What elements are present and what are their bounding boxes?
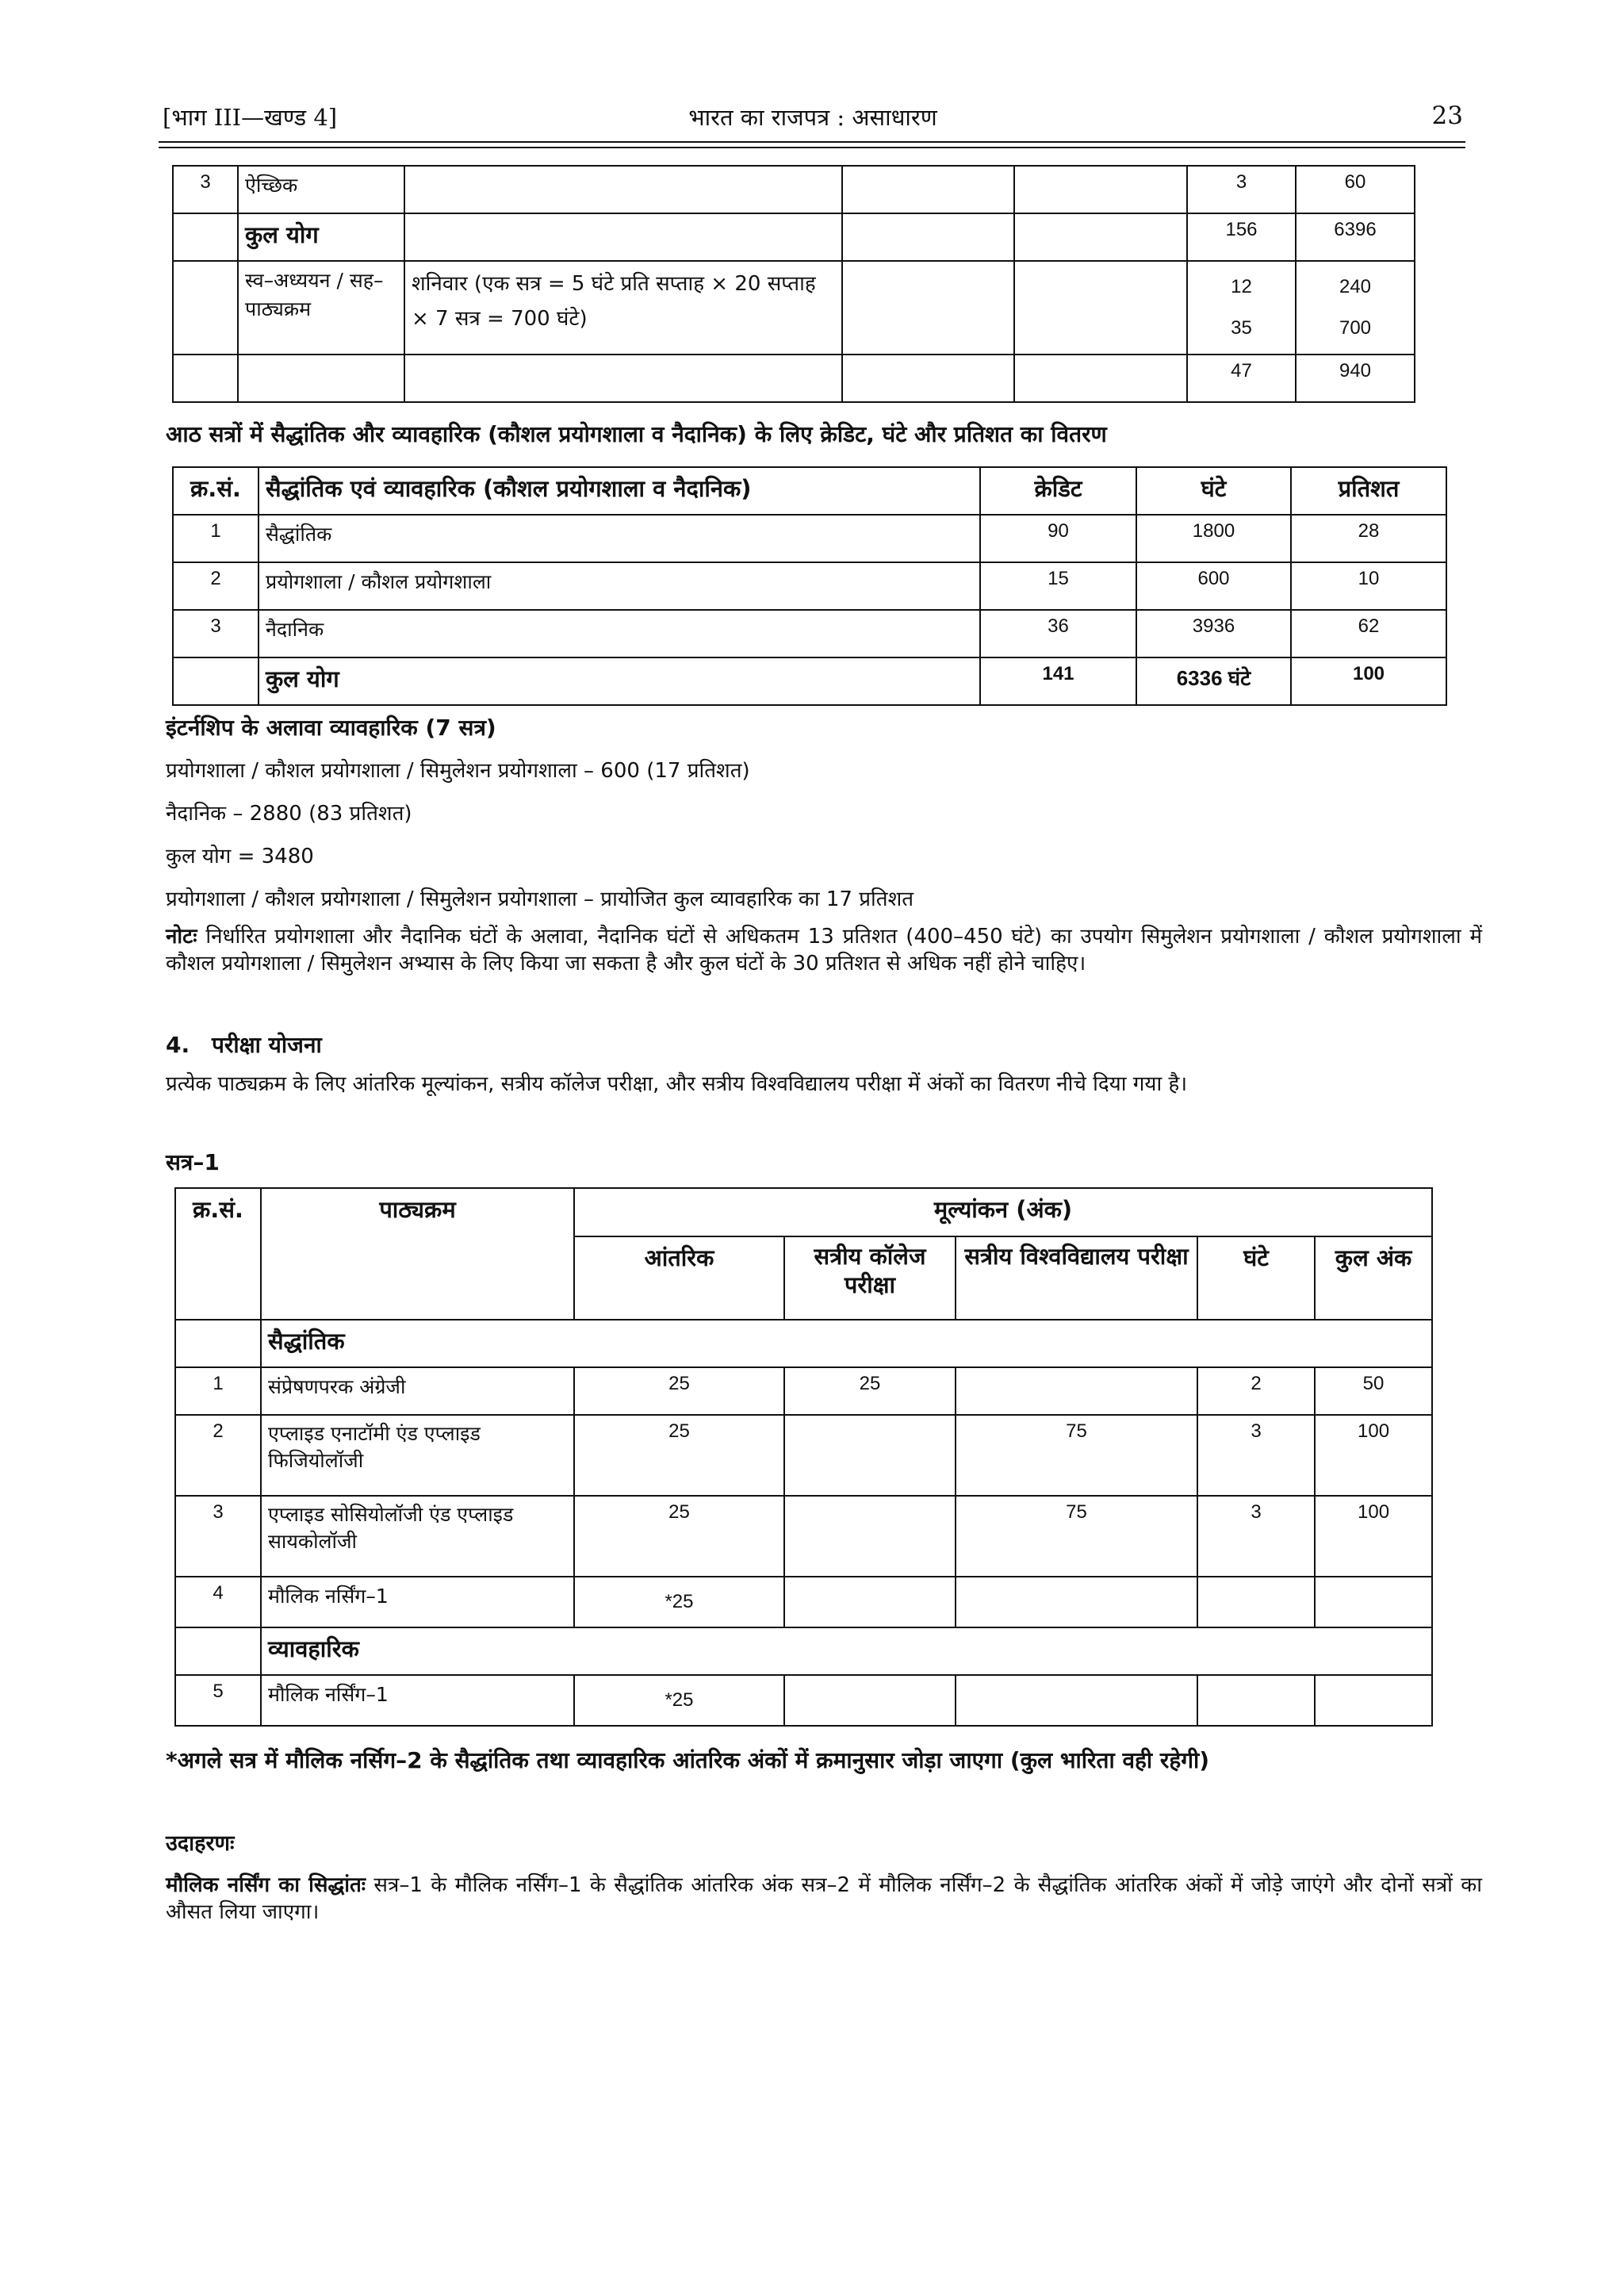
header-cell: पाठ्यक्रम [261, 1188, 574, 1320]
table-cell: 3 [175, 1496, 261, 1577]
table-cell: 25 [784, 1367, 956, 1415]
table-cell: ऐच्छिक [238, 166, 404, 213]
table-cell [842, 355, 1014, 402]
table-cell [956, 1577, 1197, 1627]
semester-label: सत्र–1 [166, 1149, 220, 1175]
header-part: [भाग III—खण्ड 4] [163, 104, 338, 131]
table-cell [956, 1367, 1197, 1415]
footnote: *अगले सत्र में मौलिक नर्सिग–2 के सैद्धांतिक तथा व्यावहारिक आंतरिक अंकों में क्रमानुसार जोड़ा जाएगा (कुल भारिता वही रहेगी) [166, 1747, 1210, 1773]
table-cell [404, 213, 842, 261]
header-rule [159, 141, 1465, 143]
example-label: उदाहरणः [166, 1831, 235, 1856]
table-cell: 25 [574, 1367, 784, 1415]
table-cell [1315, 1577, 1432, 1627]
table-cell [173, 213, 238, 261]
table-cell: 25 [574, 1415, 784, 1496]
table-cell [175, 1320, 261, 1367]
table-cell: 1800 [1136, 515, 1291, 562]
table-cell: 3 [1197, 1415, 1315, 1496]
table-cell [1197, 1675, 1315, 1726]
header-title: भारत का राजपत्र : असाधारण [688, 104, 937, 131]
table-cell: *25 [574, 1675, 784, 1726]
cell-value: 240 [1339, 276, 1372, 297]
header-cell: घंटे [1197, 1236, 1315, 1320]
table-cell: मौलिक नर्सिंग–1 [261, 1675, 574, 1726]
table-header-row [173, 467, 1446, 515]
table-cell [1187, 261, 1296, 355]
table-cell: 62 [1291, 610, 1446, 657]
table-cell: 600 [1136, 562, 1291, 610]
table-cell [173, 355, 238, 402]
table-cell: कुल योग [238, 213, 404, 261]
table-cell: 1 [175, 1367, 261, 1415]
principle-text: सत्र–1 के मौलिक नर्सिंग–1 के सैद्धांतिक आंतरिक अंक सत्र–2 में मौलिक नर्सिंग–2 के सैद्धांतिक आंतरिक अंकों में जोड़े जाएंगे और दोनों सत्रों का औसत लिया जाएगा। [166, 1873, 1482, 1924]
table-cell [175, 1627, 261, 1675]
table-cell: 2 [175, 1415, 261, 1496]
table-row [175, 1367, 1432, 1415]
exam-scheme-table [174, 1187, 1433, 1727]
internship-line: नैदानिक – 2880 (83 प्रतिशत) [166, 802, 412, 826]
table-cell [238, 355, 404, 402]
table-cell [1296, 261, 1415, 355]
internship-line: प्रयोगशाला / कौशल प्रयोगशाला / सिमुलेशन प्रयोगशाला – 600 (17 प्रतिशत) [166, 759, 750, 783]
table-cell: 141 [980, 657, 1136, 705]
table-total-row [173, 657, 1446, 705]
table-row [173, 562, 1446, 610]
credit-distribution-table [172, 466, 1447, 706]
cell-value: 700 [1339, 317, 1372, 339]
table-cell: सैद्धांतिक [259, 515, 980, 562]
table-cell: 60 [1296, 166, 1415, 213]
table-row [173, 261, 1415, 355]
page-number: 23 [1431, 102, 1463, 130]
table-cell [784, 1577, 956, 1627]
table-cell: 28 [1291, 515, 1446, 562]
table-cell: 3 [173, 610, 259, 657]
table-cell: 940 [1296, 355, 1415, 402]
table-cell: 2 [1197, 1367, 1315, 1415]
table-cell [1014, 166, 1187, 213]
table-cell: कुल योग [259, 657, 980, 705]
table-cell: 47 [1187, 355, 1296, 402]
table-cell [173, 657, 259, 705]
table-cell: 50 [1315, 1367, 1432, 1415]
cell-value: 35 [1231, 317, 1252, 339]
table-row [173, 213, 1415, 261]
table-cell: संप्रेषणपरक अंग्रेजी [261, 1367, 574, 1415]
table-cell: 10 [1291, 562, 1446, 610]
table-cell: 4 [175, 1577, 261, 1627]
table-cell: प्रयोगशाला / कौशल प्रयोगशाला [259, 562, 980, 610]
table-cell: 2 [173, 562, 259, 610]
table-cell: 100 [1291, 657, 1446, 705]
table-cell: 6336 घंटे [1136, 657, 1291, 705]
table-row [175, 1577, 1432, 1627]
header-cell: क्र.सं. [173, 467, 259, 515]
header-cell: क्रेडिट [980, 467, 1136, 515]
header-rule-double [159, 147, 1465, 148]
table-cell: 156 [1187, 213, 1296, 261]
table-cell [842, 166, 1014, 213]
table-row [175, 1496, 1432, 1577]
table-row [173, 166, 1415, 213]
table-row [175, 1415, 1432, 1496]
table-cell: 5 [175, 1675, 261, 1726]
table-cell: 100 [1315, 1415, 1432, 1496]
section-cell: सैद्धांतिक [261, 1320, 1432, 1367]
header-cell: क्र.सं. [175, 1188, 261, 1320]
table-cell: 3 [173, 166, 238, 213]
table-cell: 3 [1197, 1496, 1315, 1577]
table-cell [1014, 355, 1187, 402]
section-heading: परीक्षा योजना [212, 1032, 322, 1058]
table-row [173, 515, 1446, 562]
table-cell [842, 213, 1014, 261]
continuation-table [172, 165, 1415, 403]
internship-heading: इंटर्नशिप के अलावा व्यावहारिक (7 सत्र) [166, 715, 496, 741]
header-cell: कुल अंक [1315, 1236, 1432, 1320]
table-cell: एप्लाइड सोसियोलॉजी एंड एप्लाइड सायकोलॉजी [261, 1496, 574, 1577]
table-cell [1014, 213, 1187, 261]
internship-line: प्रयोगशाला / कौशल प्रयोगशाला / सिमुलेशन प्रयोगशाला – प्रायोजित कुल व्यावहारिक का 17 प्रतिशत [166, 887, 914, 911]
table-cell: 100 [1315, 1496, 1432, 1577]
table-cell [1014, 261, 1187, 355]
note-paragraph [166, 923, 1482, 977]
table-cell: *25 [574, 1577, 784, 1627]
table-cell [173, 261, 238, 355]
table-cell: 15 [980, 562, 1136, 610]
table-header-row [175, 1188, 1432, 1236]
internship-line: कुल योग = 3480 [166, 845, 314, 868]
header-cell: सैद्धांतिक एवं व्यावहारिक (कौशल प्रयोगशाला व नैदानिक) [259, 467, 980, 515]
header-cell: मूल्यांकन (अंक) [574, 1188, 1432, 1236]
table-cell: 36 [980, 610, 1136, 657]
table-cell [404, 166, 842, 213]
table-cell [784, 1675, 956, 1726]
table-cell [1197, 1577, 1315, 1627]
cell-value: 12 [1231, 276, 1252, 297]
table-cell [404, 355, 842, 402]
example-paragraph [166, 1872, 1482, 1926]
table-cell: नैदानिक [259, 610, 980, 657]
table-cell: शनिवार (एक सत्र = 5 घंटे प्रति सप्ताह × 20 सप्ताह × 7 सत्र = 700 घंटे) [404, 261, 842, 355]
header-cell: घंटे [1136, 467, 1291, 515]
table-cell [784, 1496, 956, 1577]
principle-label: मौलिक नर्सिंग का सिद्धांतः [166, 1873, 366, 1897]
header-cell: प्रतिशत [1291, 467, 1446, 515]
section-row [175, 1627, 1432, 1675]
exam-intro: प्रत्येक पाठ्यक्रम के लिए आंतरिक मूल्यांकन, सत्रीय कॉलेज परीक्षा, और सत्रीय विश्वविद्यालय परीक्षा में अंकों का वितरण नीचे दिया गया है। [166, 1072, 1188, 1096]
section-row [175, 1320, 1432, 1367]
table-cell: 3936 [1136, 610, 1291, 657]
table-cell: 6396 [1296, 213, 1415, 261]
table-cell: 75 [956, 1415, 1197, 1496]
table-row [173, 610, 1446, 657]
table-cell [784, 1415, 956, 1496]
table-cell: 1 [173, 515, 259, 562]
table-row [173, 355, 1415, 402]
table-cell: स्व–अध्ययन / सह–पाठ्यक्रम [238, 261, 404, 355]
page-header [163, 102, 1463, 141]
note-label: नोटः [166, 925, 197, 949]
section-number: 4. [166, 1032, 190, 1058]
table-cell: मौलिक नर्सिंग–1 [261, 1577, 574, 1627]
table-cell: 3 [1187, 166, 1296, 213]
note-text: निर्धारित प्रयोगशाला और नैदानिक घंटों के अलावा, नैदानिक घंटों से अधिकतम 13 प्रतिशत (400–450 घंटे) का उपयोग सिमुलेशन प्रयोगशाला / कौशल प्रयोगशाला में कौशल प्रयोगशाला / सिमुलेशन अभ्यास के लिए किया जा सकता है और कुल घंटों के 30 प्रतिशत से अधिक नहीं होने चाहिए। [166, 925, 1482, 976]
table-cell: एप्लाइड एनाटॉमी एंड एप्लाइड फिजियोलॉजी [261, 1415, 574, 1496]
table-row [175, 1675, 1432, 1726]
exam-heading [166, 1029, 322, 1060]
table-cell: 75 [956, 1496, 1197, 1577]
header-cell: सत्रीय कॉलेज परीक्षा [784, 1236, 956, 1320]
section-cell: व्यावहारिक [261, 1627, 1432, 1675]
header-cell: सत्रीय विश्वविद्यालय परीक्षा [956, 1236, 1197, 1320]
table-cell [1315, 1675, 1432, 1726]
section-title: आठ सत्रों में सैद्धांतिक और व्यावहारिक (कौशल प्रयोगशाला व नैदानिक) के लिए क्रेडिट, घंटे और प्रतिशत का वितरण [166, 421, 1107, 447]
header-cell: आंतरिक [574, 1236, 784, 1320]
table-cell [842, 261, 1014, 355]
table-cell [956, 1675, 1197, 1726]
table-cell: 90 [980, 515, 1136, 562]
table-cell: 25 [574, 1496, 784, 1577]
